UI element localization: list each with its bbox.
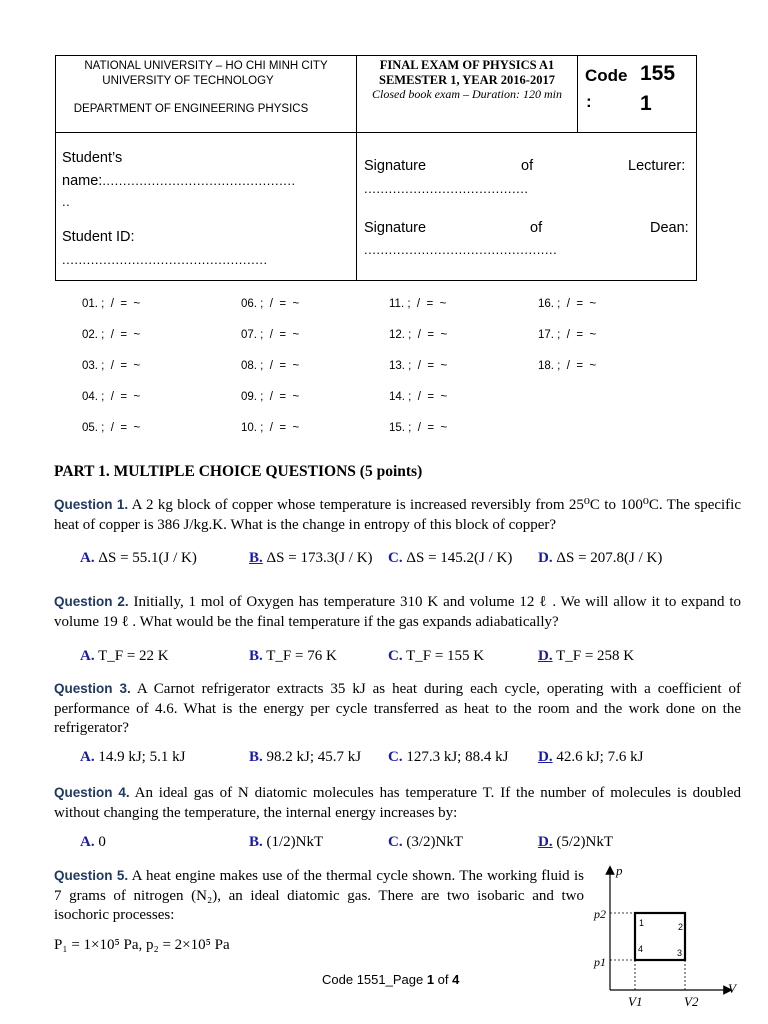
sig-lecturer-field[interactable]: ........................................ (364, 181, 529, 196)
question-3-text: A Carnot refrigerator extracts 35 kJ as heat during each cycle, operating with a coefficient of performance of 4.6. What is the energy per cycle transferred as heat to the room and the work done on the refrigerator? (54, 681, 741, 736)
q4-option-a-letter: A. (80, 834, 95, 850)
answer-17[interactable]: 17. ; / = ~ (538, 329, 597, 341)
point-3: 3 (677, 948, 683, 958)
exam-semester: SEMESTER 1, YEAR 2016-2017 (379, 73, 555, 87)
q2-option-c[interactable] (388, 648, 484, 665)
sig-dean-word1: Signature (364, 220, 427, 236)
answer-15[interactable]: 15. ; / = ~ (389, 422, 448, 434)
sig-lecturer-word1: Signature (364, 158, 427, 174)
question-1-text: A 2 kg block of copper whose temperature is increased reversibly from 25⁰C to 100⁰C. The specific heat of copper is 386 J/kg.K. What is the change in entropy of this block of copper? (54, 497, 741, 533)
q4-option-d[interactable] (538, 834, 613, 851)
sig-lecturer-word2: of (521, 158, 534, 174)
q4-option-c[interactable] (388, 834, 463, 851)
sig-dean-word3: Dean: (650, 220, 689, 236)
question-4 (54, 783, 741, 823)
q1-option-b-letter: B. (249, 550, 263, 566)
answer-09[interactable]: 09. ; / = ~ (241, 391, 300, 403)
q3-option-b-letter: B. (249, 749, 263, 765)
q4-option-d-text: (5/2)NkT (552, 834, 613, 850)
q3-option-c-text: 127.3 kJ; 88.4 kJ (402, 749, 509, 765)
q1-option-c-text: ΔS = 145.2(J / K) (402, 550, 513, 566)
answer-02[interactable]: 02. ; / = ~ (82, 329, 141, 341)
q4-option-b[interactable] (249, 834, 323, 851)
answer-04[interactable]: 04. ; / = ~ (82, 391, 141, 403)
page-footer (322, 972, 459, 987)
footer-of: of (434, 972, 453, 987)
q4-option-c-text: (3/2)NkT (402, 834, 463, 850)
q1-option-c[interactable] (388, 550, 512, 567)
question-3-label: Question 3. (54, 681, 131, 696)
q3-option-d-text: 42.6 kJ; 7.6 kJ (552, 749, 644, 765)
q2-option-a[interactable] (80, 648, 169, 665)
q4-option-b-letter: B. (249, 834, 263, 850)
question-1 (54, 495, 741, 535)
exam-note: Closed book exam – Duration: 120 min (372, 87, 562, 101)
q2-option-c-text: T_F = 155 K (402, 648, 485, 664)
q1-option-c-letter: C. (388, 550, 403, 566)
v-axis-label: V (728, 981, 736, 996)
department-name: DEPARTMENT OF ENGINEERING PHYSICS (73, 103, 309, 115)
answer-07[interactable]: 07. ; / = ~ (241, 329, 300, 341)
v1-label: V1 (628, 994, 643, 1009)
q2-option-c-letter: C. (388, 648, 403, 664)
student-name-label2: name: (62, 173, 103, 189)
pv-diagram (588, 860, 738, 1010)
student-name-dots2: .. (62, 194, 71, 209)
q3-option-d-letter: D. (538, 749, 553, 765)
student-id-label: Student ID: (62, 229, 135, 245)
question-1-label: Question 1. (54, 497, 129, 512)
school-name: UNIVERSITY OF TECHNOLOGY (102, 75, 274, 87)
question-5 (54, 866, 584, 926)
footer-prefix: Code 1551_Page (322, 972, 427, 987)
q1-option-d-text: ΔS = 207.8(J / K) (552, 550, 663, 566)
q2-option-d-text: T_F = 258 K (552, 648, 635, 664)
q3-option-a[interactable] (80, 749, 185, 766)
answer-08[interactable]: 08. ; / = ~ (241, 360, 300, 372)
q3-option-b-text: 98.2 kJ; 45.7 kJ (262, 749, 362, 765)
code-colon: : (586, 92, 592, 111)
q3-option-b[interactable] (249, 749, 361, 766)
exam-title: FINAL EXAM OF PHYSICS A1 (379, 58, 555, 72)
q1-option-a-letter: A. (80, 550, 95, 566)
q3-option-a-text: 14.9 kJ; 5.1 kJ (94, 749, 186, 765)
q2-option-d[interactable] (538, 648, 634, 665)
q1-option-a[interactable] (80, 550, 197, 567)
student-name-label: Student’s (62, 150, 123, 166)
point-2: 2 (678, 922, 684, 932)
point-1: 1 (639, 918, 645, 928)
question-5-label: Question 5. (54, 868, 129, 883)
question-5-pressures: P₁ = 1×10⁵ Pa, p₂ = 2×10⁵ Pa (54, 937, 230, 953)
question-2 (54, 592, 741, 632)
v2-label: V2 (684, 994, 699, 1009)
answer-13[interactable]: 13. ; / = ~ (389, 360, 448, 372)
p1-label: p1 (594, 955, 606, 969)
q3-option-d[interactable] (538, 749, 643, 766)
answer-10[interactable]: 10. ; / = ~ (241, 422, 300, 434)
sig-dean-field[interactable]: ............................................... (364, 242, 558, 257)
p-axis-label: p (616, 863, 623, 878)
header-row-divider (56, 132, 696, 133)
answer-06[interactable]: 06. ; / = ~ (241, 298, 300, 310)
answer-11[interactable]: 11. ; / = ~ (389, 298, 447, 310)
question-2-label: Question 2. (54, 594, 129, 609)
q2-option-a-letter: A. (80, 648, 95, 664)
answer-05[interactable]: 05. ; / = ~ (82, 422, 141, 434)
question-2-text: Initially, 1 mol of Oxygen has temperature 310 K and volume 12 ℓ . We will allow it to expand to volume 19 ℓ . What would be the final temperature if the gas expands adiabatically? (54, 594, 741, 630)
answer-14[interactable]: 14. ; / = ~ (389, 391, 448, 403)
q2-option-b[interactable] (249, 648, 337, 665)
q4-option-a-text: 0 (94, 834, 106, 850)
q1-option-b-text: ΔS = 173.3(J / K) (262, 550, 373, 566)
code-value-line2: 1 (640, 92, 652, 115)
q4-option-b-text: (1/2)NkT (262, 834, 324, 850)
q1-option-b[interactable] (249, 550, 373, 567)
code-divider (577, 56, 578, 133)
student-name-dots: ............................................... (102, 173, 296, 188)
student-name-field[interactable] (62, 173, 296, 189)
q4-option-d-letter: D. (538, 834, 553, 850)
q3-option-c-letter: C. (388, 749, 403, 765)
q3-option-a-letter: A. (80, 749, 95, 765)
q4-option-a[interactable] (80, 834, 106, 851)
question-5-text: A heat engine makes use of the thermal cycle shown. The working fluid is 7 grams of nitrogen (N₂), an ideal diatomic gas. There are two isobaric and two isochoric processes: (54, 868, 584, 923)
code-value-line1: 155 (640, 62, 676, 85)
sig-dean-word2: of (530, 220, 543, 236)
footer-total: 4 (452, 972, 460, 987)
q1-option-a-text: ΔS = 55.1(J / K) (94, 550, 197, 566)
question-4-label: Question 4. (54, 785, 130, 800)
footer-page: 1 (426, 972, 435, 987)
q1-option-d-letter: D. (538, 550, 553, 566)
answer-18[interactable]: 18. ; / = ~ (538, 360, 597, 372)
code-label: Code (585, 66, 628, 85)
q1-option-d[interactable] (538, 550, 662, 567)
q2-option-b-letter: B. (249, 648, 263, 664)
point-4: 4 (638, 944, 644, 954)
answer-01[interactable]: 01. ; / = ~ (82, 298, 141, 310)
answer-16[interactable]: 16. ; / = ~ (538, 298, 597, 310)
q2-option-b-text: T_F = 76 K (262, 648, 337, 664)
q4-option-c-letter: C. (388, 834, 403, 850)
p2-label: p2 (594, 907, 606, 921)
question-4-text: An ideal gas of N diatomic molecules has temperature T. If the number of molecules is doubled without changing the temperature, the internal energy increases by: (54, 785, 742, 821)
question-3 (54, 679, 741, 739)
q2-option-d-letter: D. (538, 648, 553, 664)
answer-03[interactable]: 03. ; / = ~ (82, 360, 141, 372)
part1-title: PART 1. MULTIPLE CHOICE QUESTIONS (5 points) (54, 463, 423, 480)
student-id-field[interactable]: .................................................. (62, 252, 268, 267)
university-name: NATIONAL UNIVERSITY – HO CHI MINH CITY (84, 60, 328, 72)
sig-lecturer-word3: Lecturer: (628, 158, 686, 174)
answer-12[interactable]: 12. ; / = ~ (389, 329, 448, 341)
q2-option-a-text: T_F = 22 K (94, 648, 169, 664)
q3-option-c[interactable] (388, 749, 508, 766)
